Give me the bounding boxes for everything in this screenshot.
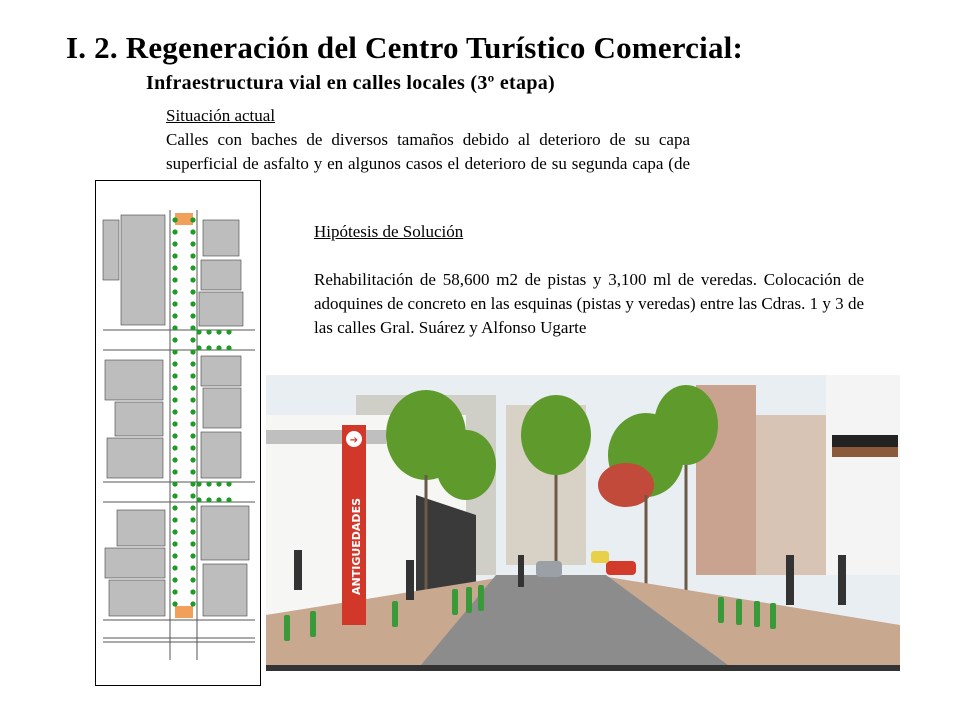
tree-dot xyxy=(196,481,201,486)
tree-dot xyxy=(172,397,177,402)
tree-dot xyxy=(190,277,195,282)
tree-dot xyxy=(172,517,177,522)
bollard xyxy=(478,585,484,611)
tree-dot xyxy=(190,565,195,570)
spacer xyxy=(314,244,864,268)
tree-dot xyxy=(190,505,195,510)
sign-label: ANTIGUEDADES xyxy=(350,497,363,595)
tree-dot xyxy=(216,345,221,350)
tree-dot xyxy=(190,337,195,342)
street-rendering-image xyxy=(266,375,900,671)
solution-heading: Hipótesis de Solución xyxy=(314,222,464,241)
tree-dot xyxy=(206,497,211,502)
bollard xyxy=(392,601,398,627)
tree-dot xyxy=(196,345,201,350)
tree-dot xyxy=(190,601,195,606)
tree-dot xyxy=(172,421,177,426)
tree-dot xyxy=(172,313,177,318)
tree-dot xyxy=(172,445,177,450)
tree-dot xyxy=(172,565,177,570)
tree-dot xyxy=(172,577,177,582)
tree-dot xyxy=(190,289,195,294)
tree-dot xyxy=(226,345,231,350)
tree-dot xyxy=(216,481,221,486)
tree-dot xyxy=(226,329,231,334)
tree-dot xyxy=(190,493,195,498)
tree-dot xyxy=(190,217,195,222)
tree-dot xyxy=(190,481,195,486)
tree-dot xyxy=(190,469,195,474)
current-situation-heading: Situación actual xyxy=(166,106,276,125)
tree-dot xyxy=(172,529,177,534)
tree-dot xyxy=(172,241,177,246)
bollard xyxy=(736,599,742,625)
tree-dot xyxy=(190,301,195,306)
bollard xyxy=(718,597,724,623)
tree-dot xyxy=(190,457,195,462)
tree-dot xyxy=(172,589,177,594)
tree-dot xyxy=(172,385,177,390)
tree-dot xyxy=(190,553,195,558)
tree-dot xyxy=(190,241,195,246)
tree-dot xyxy=(190,361,195,366)
tree-dot xyxy=(190,445,195,450)
tree-dot xyxy=(196,329,201,334)
tree-dot xyxy=(190,421,195,426)
tree-dot xyxy=(172,337,177,342)
tree-dot xyxy=(172,433,177,438)
tree-dot xyxy=(172,409,177,414)
tree-dot xyxy=(172,541,177,546)
tree-dot xyxy=(190,313,195,318)
tree-dot xyxy=(190,229,195,234)
tree-dot xyxy=(172,349,177,354)
tree-dot xyxy=(172,553,177,558)
tree-dot xyxy=(190,397,195,402)
tree-dot xyxy=(172,253,177,258)
tree-dot xyxy=(172,229,177,234)
tree-dot xyxy=(172,469,177,474)
tree-dot xyxy=(206,329,211,334)
tree-dot xyxy=(226,497,231,502)
slide-subtitle: Infraestructura vial en calles locales (3º etapa) xyxy=(146,72,555,94)
tree-dot xyxy=(172,505,177,510)
tree-dot xyxy=(172,217,177,222)
tree-dot xyxy=(172,289,177,294)
bollard xyxy=(284,615,290,641)
tree-dot xyxy=(190,577,195,582)
current-situation-text: Calles con baches de diversos tamaños debido al deterioro de su capa superficial de asfalto y en algunos casos el deterioro de su segunda capa (de xyxy=(166,130,690,173)
solution-section xyxy=(314,220,864,340)
tree-dot xyxy=(190,409,195,414)
site-plan-map xyxy=(95,180,261,686)
tree-dot xyxy=(172,601,177,606)
tree-dot xyxy=(190,373,195,378)
tree-dot xyxy=(172,457,177,462)
slide-title: I. 2. Regeneración del Centro Turístico Comercial: xyxy=(66,30,743,65)
tree-dot xyxy=(172,373,177,378)
tree-dot xyxy=(216,329,221,334)
tree-dot xyxy=(216,497,221,502)
bollard xyxy=(452,589,458,615)
tree-dot xyxy=(172,325,177,330)
bollard xyxy=(754,601,760,627)
tree-dot xyxy=(190,325,195,330)
svg-text:➔: ➔ xyxy=(349,435,359,446)
tree-dot xyxy=(196,497,201,502)
tree-dot xyxy=(226,481,231,486)
tree-dot xyxy=(172,277,177,282)
tree-dot xyxy=(172,265,177,270)
tree-dot xyxy=(190,349,195,354)
tree-dot xyxy=(190,253,195,258)
tree-dot xyxy=(190,529,195,534)
tree-dot xyxy=(190,517,195,522)
bollard xyxy=(466,587,472,613)
tree-dot xyxy=(190,433,195,438)
tree-dot xyxy=(206,345,211,350)
bollard xyxy=(310,611,316,637)
tree-dot xyxy=(190,541,195,546)
solution-text: Rehabilitación de 58,600 m2 de pistas y 3,100 ml de veredas. Colocación de adoquines de concreto en las esquinas (pistas y veredas) entre las Cdras. 1 y 3 de las calles Gral. Suárez y Alfonso Ugarte xyxy=(314,270,864,337)
tree-dot xyxy=(172,301,177,306)
tree-dot xyxy=(206,481,211,486)
tree-dot xyxy=(190,265,195,270)
tree-dot xyxy=(190,385,195,390)
tree-dot xyxy=(172,481,177,486)
tree-dot xyxy=(190,589,195,594)
tree-dot xyxy=(172,361,177,366)
bollard xyxy=(770,603,776,629)
tree-dot xyxy=(172,493,177,498)
